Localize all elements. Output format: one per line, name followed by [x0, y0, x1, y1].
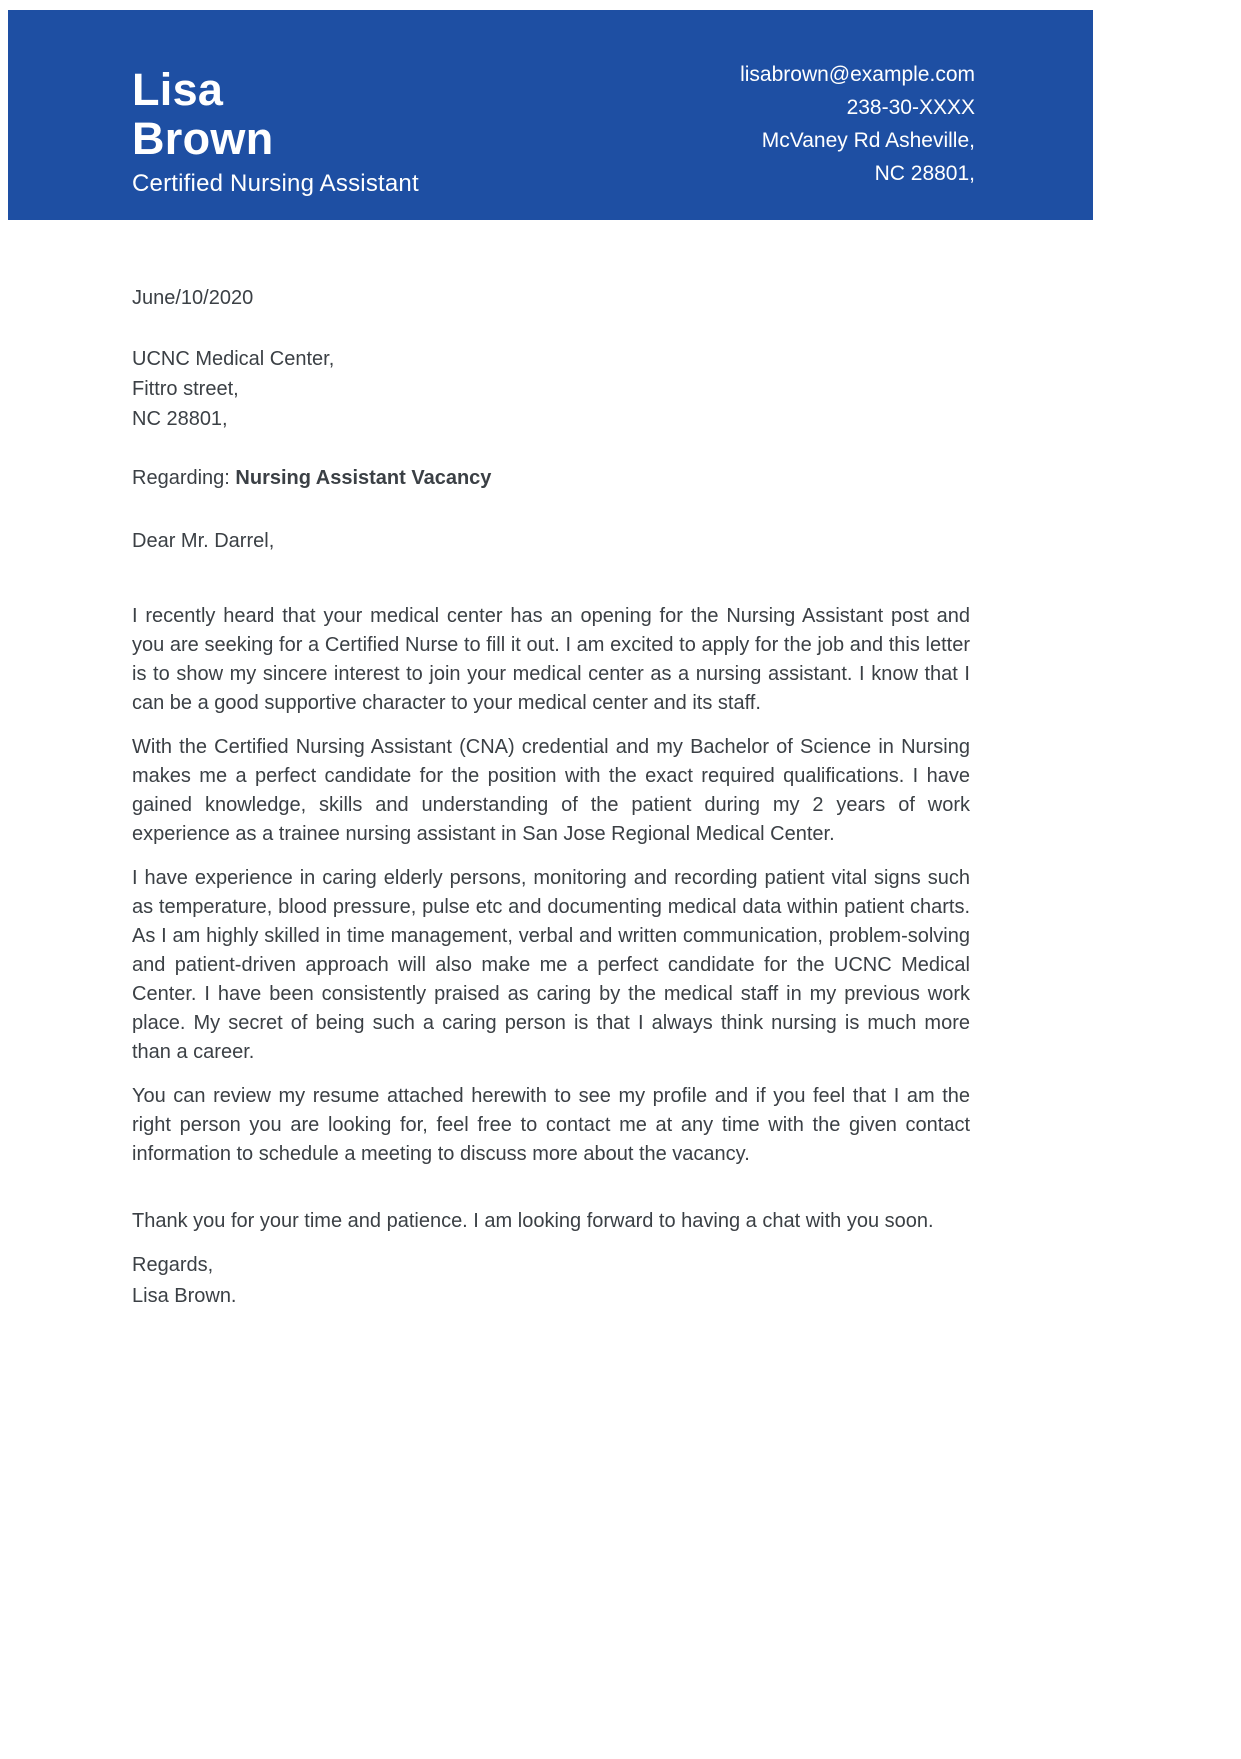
recipient-line-2: Fittro street, — [132, 378, 239, 400]
regarding-subject: Nursing Assistant Vacancy — [235, 467, 492, 489]
contact-phone: 238-30-XXXX — [846, 96, 975, 119]
letter-header — [8, 10, 1093, 220]
contact-block — [740, 10, 975, 220]
contact-address-line-1: McVaney Rd Asheville, — [761, 129, 975, 152]
last-name: Brown — [132, 113, 274, 164]
recipient-line-1: UCNC Medical Center, — [132, 348, 335, 370]
salutation: Dear Mr. Darrel, — [132, 530, 275, 552]
regarding-line — [132, 464, 970, 493]
job-title: Certified Nursing Assistant — [132, 170, 419, 197]
cover-letter-page — [8, 10, 1093, 1759]
signature: Lisa Brown. — [132, 1285, 237, 1307]
body-paragraph-2: With the Certified Nursing Assistant (CNA) credential and my Bachelor of Science in Nursing makes me a perfect candidate for the position with the exact required qualifications. I have gained knowledge, skills and understanding of the patient during my 2 years of work experience as a trainee nursing assistant in San Jose Regional Medical Center. — [132, 736, 970, 845]
body-paragraph-3: I have experience in caring elderly persons, monitoring and recording patient vital signs such as temperature, blood pressure, pulse etc and documenting medical data within patient charts. As I am highly skilled in time management, verbal and written communication, problem-solving and patient-driven approach will also make me a perfect candidate for the UCNC Medical Center. I have been consistently praised as caring by the medical staff in my previous work place. My secret of being such a caring person is that I always think nursing is much more than a career. — [132, 867, 970, 1063]
body-paragraph-5: Thank you for your time and patience. I am looking forward to having a chat with you soon. — [132, 1210, 934, 1232]
letter-body — [8, 220, 1093, 1312]
name-block — [132, 10, 419, 220]
regarding-label: Regarding: — [132, 467, 236, 489]
body-paragraph-4: You can review my resume attached herewith to see my profile and if you feel that I am the right person you are looking for, feel free to contact me at any time with the given contact information to schedule a meeting to discuss more about the vacancy. — [132, 1085, 970, 1165]
contact-address-line-2: NC 28801, — [874, 162, 975, 185]
first-name: Lisa — [132, 64, 224, 115]
contact-email: lisabrown@example.com — [740, 63, 975, 86]
closing: Regards, — [132, 1254, 214, 1276]
closing-block — [132, 1250, 970, 1312]
letter-date: June/10/2020 — [132, 287, 254, 309]
recipient-line-3: NC 28801, — [132, 408, 228, 430]
recipient-address — [132, 344, 970, 434]
body-paragraph-1: I recently heard that your medical center has an opening for the Nursing Assistant post and you are seeking for a Certified Nurse to fill it out. I am excited to apply for the job and this letter is to show my sincere interest to join your medical center as a nursing assistant. I know that I can be a good supportive character to your medical center and its staff. — [132, 605, 970, 714]
